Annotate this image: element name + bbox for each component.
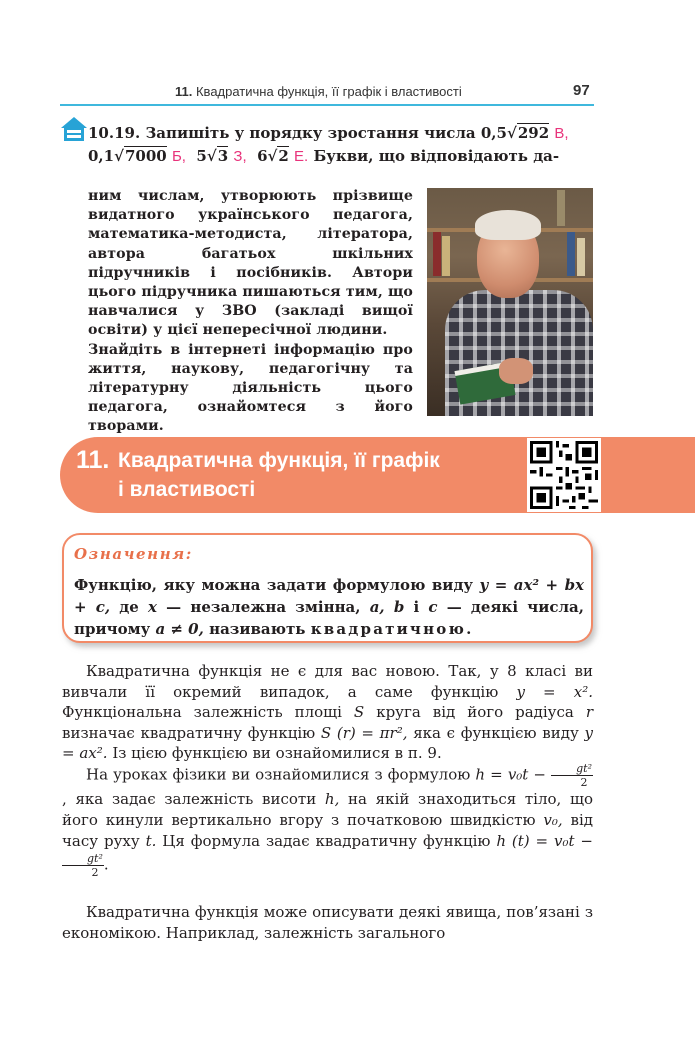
section-number: 11. [76, 446, 110, 474]
exercise-paragraph [88, 187, 413, 437]
page-number: 97 [573, 82, 590, 99]
radicand: 2 [278, 147, 289, 165]
house-icon [60, 116, 88, 142]
exercise-para-1: ним числам, утворюють прізвище видатного українського педагога, математика-методиста, літератора, автора багатьох шкільних підручників і посібників. Автори цього підручника пишаються тим, що навчалися у ЗВО (закладі вищої освіти) у цієї непересічної людини. [88, 188, 413, 339]
body-text: від часу руху [62, 811, 593, 850]
fraction [62, 852, 104, 879]
qr-code-icon [530, 441, 598, 509]
variable: S [353, 703, 365, 721]
body-text: Із цією функцією ви ознайомилися в п. 9. [112, 744, 442, 762]
exercise-statement: 10.19. Запишіть у порядку зростання числа 0,5√292 В, 0,1√7000 Б, 5√3 З, 6√2 Е. Букви, що відповідають да- [88, 124, 569, 165]
number-coef: 0,1 [88, 147, 115, 165]
body-text: Квадратична функція не є для вас новою. Так, у 8 класі ви вивчали її окремий випадок, а саме функцію [62, 662, 593, 701]
book-spine [577, 238, 585, 276]
book-spine [442, 236, 450, 276]
definition-part: Функцію, яку можна задати формулою виду [74, 576, 474, 594]
exercise-para-2: Знайдіть в інтернеті інформацію про життя, наукову, педагогічну та літературну діяльність цього педагога, ознайомтеся з його творами. [88, 341, 413, 435]
chapter-title: Квадратична функція, її графік і властивості [195, 84, 462, 99]
body-text: Квадратична функція може описувати деякі явища, пов’язані з економікою. Наприклад, залежність загального [62, 903, 593, 942]
exercise-number: 10.19. [88, 124, 141, 142]
denominator: 2 [580, 776, 588, 789]
body-text: На уроках фізики ви ознайомилися з формулою [86, 765, 471, 784]
denominator: 2 [91, 866, 99, 879]
variable: r [585, 703, 593, 721]
fraction [551, 762, 593, 789]
variable: x [148, 598, 157, 616]
portrait-photo [427, 188, 593, 416]
numerator: gt² [551, 762, 593, 776]
variable: t. [145, 832, 157, 850]
body-text: Функціональна залежність площі [62, 703, 342, 721]
numerator: gt² [62, 852, 104, 866]
variable: a, b [369, 598, 405, 616]
letter-label: З, [233, 148, 247, 165]
radicand: 292 [517, 124, 550, 142]
definition-part: називають [209, 620, 306, 638]
book-spine [567, 232, 575, 276]
definition-part: — незалежна змінна, [166, 598, 361, 616]
book-spine [557, 190, 565, 226]
header-rule [60, 104, 594, 106]
variable: h, [324, 790, 340, 808]
formula: S (r) = πr², [320, 723, 408, 742]
formula: h = v₀t − [475, 765, 546, 784]
formula: y = x². [516, 682, 593, 701]
body-text: квадратичну функцію [315, 832, 491, 850]
letter-label: В, [554, 125, 569, 142]
definition-label: Означення: [74, 545, 193, 563]
section-title-line: Квадратична функція, її графік [118, 449, 440, 472]
running-head [175, 84, 462, 99]
exercise-text: Запишіть у порядку зростання числа [145, 124, 476, 142]
number-coef: 0,5 [480, 124, 507, 142]
formula: a ≠ 0, [155, 620, 204, 638]
body-text: круга від його радіуса [376, 703, 574, 721]
definition-part: і [413, 598, 420, 616]
radicand: 3 [217, 147, 229, 165]
section-title [118, 446, 440, 504]
formula: h (t) = v₀t − [496, 832, 593, 850]
definition-part: де [119, 598, 139, 616]
number-coef: 6 [257, 147, 268, 165]
chapter-number: 11. [175, 84, 193, 99]
number-coef: 5 [196, 147, 207, 165]
formula: y = ax² + bx + c, [74, 576, 585, 616]
body-paragraph-3 [62, 902, 593, 943]
qr-code[interactable] [527, 438, 601, 512]
body-paragraph-2: На уроках фізики ви ознайомилися з формулою h = v₀t − $\frac{\text{gt²}}{2}$ , яка задає залежність висоти h, на якій знаходиться тіло, що його кинули вертикально вгору з початковою швидкістю v₀, від часу руху t. Ця формула задає квадратичну функцію h (t) = v₀t − $\frac{\text{gt²}}{2}$ . [62, 762, 593, 879]
body-text: , яка задає залежність висоти [62, 790, 317, 808]
body-text: визначає квадратичну функцію [62, 723, 316, 742]
hair [475, 210, 541, 240]
body-text: яка є функцією виду [413, 723, 579, 742]
letter-label: Б, [171, 148, 186, 165]
variable: v₀, [543, 811, 563, 829]
body-paragraph-1 [62, 661, 593, 764]
section-title-line: і властивості [118, 478, 256, 501]
definition-part: — деякі числа, причому [74, 598, 584, 638]
letter-label: Е. [294, 148, 309, 165]
defined-term: квадратичною. [310, 620, 474, 638]
hand [499, 358, 533, 384]
variable: c [428, 598, 438, 616]
body-text: на якій знаходиться тіло, що його кинули вертикально вгору з початковою швидкістю [62, 790, 593, 829]
body-text: Ця формула задає [162, 832, 310, 850]
formula: y = ax². [62, 723, 593, 762]
book-spine [433, 232, 441, 276]
definition-text [74, 574, 584, 640]
radicand: 7000 [124, 147, 167, 165]
exercise-text: Букви, що відповідають да- [313, 147, 560, 165]
